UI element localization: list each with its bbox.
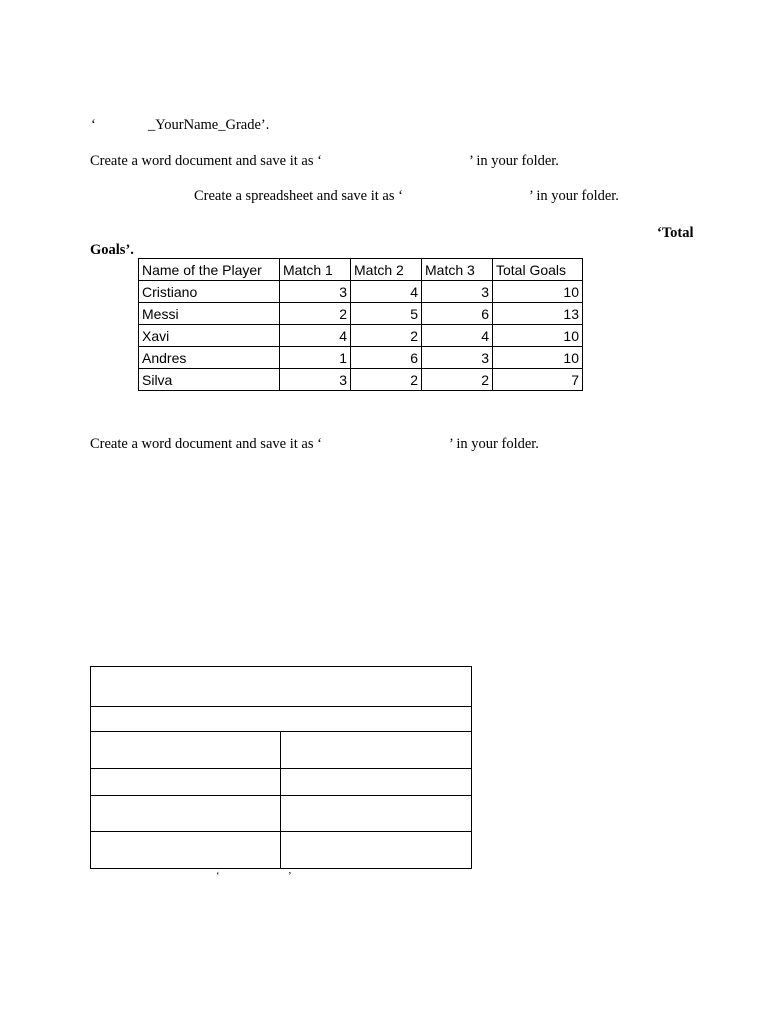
match-3-cell: 3 (422, 347, 493, 369)
header-cell: Match 1 (280, 259, 351, 281)
player-name-cell: Xavi (139, 325, 280, 347)
close-quote-mark: ’ (288, 870, 292, 882)
table-row (91, 832, 472, 869)
table-row (139, 325, 583, 347)
total-goals-cell: 10 (493, 325, 583, 347)
word-doc-instruction-2-start: Create a word document and save it as ‘ (90, 436, 322, 452)
player-name-cell: Cristiano (139, 281, 280, 303)
player-name-cell: Andres (139, 347, 280, 369)
table-row (139, 369, 583, 391)
table-cell (91, 707, 472, 732)
header-cell: Match 3 (422, 259, 493, 281)
goals-table (138, 258, 583, 391)
table-cell (91, 832, 281, 869)
match-3-cell: 6 (422, 303, 493, 325)
word-doc-instruction-end: ’ in your folder. (469, 153, 559, 169)
match-1-cell: 4 (280, 325, 351, 347)
table-header-row (139, 259, 583, 281)
table-cell (281, 732, 472, 769)
table-row (139, 303, 583, 325)
header-cell: Total Goals (493, 259, 583, 281)
open-quote-mark: ‘ (216, 870, 220, 882)
total-goals-cell: 10 (493, 281, 583, 303)
match-2-cell: 4 (351, 281, 422, 303)
total-goals-cell: 13 (493, 303, 583, 325)
table-cell (91, 769, 281, 796)
match-1-cell: 2 (280, 303, 351, 325)
table-row (91, 707, 472, 732)
spreadsheet-instruction-end: ’ in your folder. (529, 188, 619, 204)
table-row (91, 796, 472, 832)
match-3-cell: 2 (422, 369, 493, 391)
total-goals-cell: 7 (493, 369, 583, 391)
match-2-cell: 5 (351, 303, 422, 325)
table-cell (281, 769, 472, 796)
table-cell (281, 796, 472, 832)
total-goals-label-part2: Goals’. (90, 242, 134, 258)
match-1-cell: 1 (280, 347, 351, 369)
match-2-cell: 2 (351, 369, 422, 391)
table-row (91, 667, 472, 707)
header-cell: Match 2 (351, 259, 422, 281)
player-name-cell: Silva (139, 369, 280, 391)
table-row (91, 769, 472, 796)
table-cell (91, 796, 281, 832)
table-row (91, 732, 472, 769)
player-name-cell: Messi (139, 303, 280, 325)
word-doc-instruction-start: Create a word document and save it as ‘ (90, 153, 322, 169)
header-cell: Name of the Player (139, 259, 280, 281)
filename-format-text: _YourName_Grade’. (148, 117, 270, 133)
match-1-cell: 3 (280, 369, 351, 391)
spreadsheet-instruction-start: Create a spreadsheet and save it as ‘ (194, 188, 403, 204)
total-goals-label-part1: ‘Total (657, 225, 694, 241)
match-2-cell: 2 (351, 325, 422, 347)
open-quote-mark: ‘ (91, 117, 96, 133)
blank-word-table (90, 666, 472, 869)
table-cell (91, 732, 281, 769)
table-row (139, 281, 583, 303)
total-goals-cell: 10 (493, 347, 583, 369)
match-3-cell: 4 (422, 325, 493, 347)
match-3-cell: 3 (422, 281, 493, 303)
match-2-cell: 6 (351, 347, 422, 369)
word-doc-instruction-2-end: ’ in your folder. (449, 436, 539, 452)
table-cell (281, 832, 472, 869)
table-cell (91, 667, 472, 707)
table-row (139, 347, 583, 369)
match-1-cell: 3 (280, 281, 351, 303)
